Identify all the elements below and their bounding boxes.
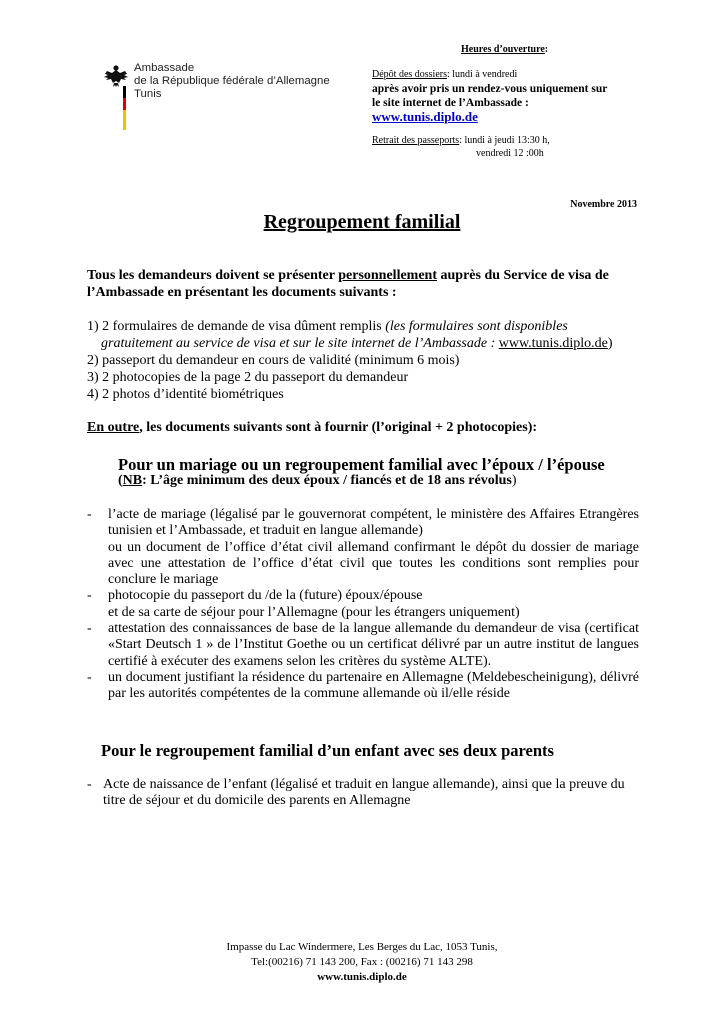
list-dash: -	[87, 507, 92, 522]
depot-label: Dépôt des dossiers	[372, 69, 447, 80]
required-item-1	[87, 318, 647, 335]
flag-gold-stripe	[123, 110, 126, 130]
nb-open-paren: (	[118, 473, 123, 488]
hours-heading-colon: :	[544, 44, 549, 55]
additional-lead-emph: En outre	[87, 420, 140, 435]
flag-black-stripe	[123, 86, 126, 98]
required-item-1-text: 1) 2 formulaires de demande de visa dûment remplis	[87, 319, 386, 334]
section-child-heading: Pour le regroupement familial d’un enfant avec ses deux parents	[101, 741, 554, 760]
embassy-name	[134, 62, 330, 101]
intro-text-b: auprès du Service de visa de	[437, 268, 609, 283]
depot-line	[372, 69, 652, 82]
embassy-name-line3: Tunis	[134, 88, 162, 100]
marriage-item-2-cont: et de sa carte de séjour pour l’Allemagne (pour les étrangers uniquement)	[108, 604, 520, 620]
list-dash: -	[87, 621, 92, 637]
flag-red-stripe	[123, 98, 126, 110]
list-dash: -	[87, 777, 92, 792]
retrait-label: Retrait des passeports	[372, 135, 460, 146]
embassy-name-line1: Ambassade	[134, 62, 195, 74]
hours-heading	[461, 44, 548, 57]
intro-emphasis: personnellement	[338, 268, 437, 283]
embassy-name-line2: de la République fédérale d’Allemagne	[134, 75, 330, 87]
marriage-item-3	[87, 621, 639, 670]
required-item-1-link[interactable]: www.tunis.diplo.de	[498, 336, 608, 351]
required-item-1-cont	[87, 335, 647, 352]
required-docs-list	[87, 318, 647, 403]
hours-block	[372, 69, 652, 160]
required-item-1-paren: )	[607, 336, 613, 351]
section-marriage-note	[118, 473, 517, 489]
hours-heading-text: Heures d’ouverture	[461, 44, 545, 55]
marriage-item-1	[87, 507, 639, 588]
marriage-item-2-text: photocopie du passeport du /de la (future) époux/épouse	[108, 588, 423, 604]
nb-close-paren: )	[511, 473, 517, 488]
footer-address: Impasse du Lac Windermere, Les Berges du Lac, 1053 Tunis,	[226, 941, 498, 953]
list-dash: -	[87, 669, 92, 685]
footer-contact: Tel:(00216) 71 143 200, Fax : (00216) 71 143 298	[251, 956, 473, 968]
marriage-item-4-text: un document justifiant la résidence du partenaire en Allemagne (Meldebescheinigung), délivré par les autorités compétentes de la commune allemande où il/elle réside	[108, 669, 639, 702]
additional-docs-lead	[87, 419, 647, 436]
required-item-1-note: (les formulaires sont disponibles	[385, 319, 568, 334]
nb-label: NB	[122, 473, 143, 488]
section-marriage-heading: Pour un mariage ou un regroupement familial avec l’époux / l’épouse	[118, 455, 605, 474]
intro-line1	[87, 267, 647, 284]
page-title: Regroupement familial	[263, 211, 461, 233]
embassy-logo	[103, 62, 363, 132]
required-item-4: 4) 2 photos d’identité biométriques	[87, 387, 284, 402]
required-item-3: 3) 2 photocopies de la page 2 du passeport du demandeur	[87, 370, 409, 385]
required-item-1-note-cont: gratuitement au service de visa et sur le site internet de l’Ambassade :	[101, 336, 499, 351]
appointment-line1: après avoir pris un rendez-vous uniquement sur	[372, 82, 608, 95]
retrait-line	[372, 135, 652, 148]
marriage-docs-list	[87, 507, 639, 703]
required-item-2: 2) passeport du demandeur en cours de validité (minimum 6 mois)	[87, 353, 460, 368]
retrait-value: : lundi à jeudi 13:30 h,	[459, 135, 550, 146]
depot-value: : lundi à vendredi	[447, 69, 518, 80]
retrait-line2: vendredi 12 :00h	[476, 147, 544, 159]
child-item-1	[87, 777, 639, 810]
intro-paragraph	[87, 267, 647, 301]
appointment-line2: le site internet de l’Ambassade :	[372, 96, 529, 109]
marriage-item-1-alt: ou un document de l’office d’état civil allemand confirmant le dépôt du dossier de mariage avec une attestation de l’office d’état civil que toutes les conditions sont remplies pour conclure le mariage	[108, 539, 639, 588]
marriage-item-2	[87, 588, 639, 621]
additional-lead-text: , les documents suivants sont à fournir (l’original + 2 photocopies):	[139, 420, 538, 435]
marriage-item-4	[87, 670, 639, 703]
child-item-1-text: Acte de naissance de l’enfant (légalisé et traduit en langue allemande), ainsi que la preuve du titre de séjour et du domicile des parents en Allemagne	[103, 777, 625, 809]
intro-line2: l’Ambassade en présentant les documents suivants :	[87, 285, 397, 300]
marriage-item-1-text: l’acte de mariage (légalisé par le gouvernorat compétent, le ministère des Affaires Etrangères tunisien et l’Ambassade, et traduit en langue allemande)	[108, 507, 639, 539]
eagle-icon	[103, 62, 129, 88]
list-dash: -	[87, 588, 92, 604]
footer-website[interactable]: www.tunis.diplo.de	[317, 971, 407, 983]
document-date: Novembre 2013	[570, 199, 637, 210]
footer	[0, 940, 724, 985]
marriage-item-3-text: attestation des connaissances de base de la langue allemande du demandeur de visa (certificat «Start Deutsch 1 » de l’Institut Goethe ou un certificat délivré par un autre institut de langues certifié à exécuter des examens selon les critères du système ALTE).	[108, 621, 639, 669]
website-link[interactable]: www.tunis.diplo.de	[372, 108, 478, 124]
child-docs-list	[87, 777, 639, 810]
intro-text-a: Tous les demandeurs doivent se présenter	[87, 268, 339, 283]
nb-text: : L’âge minimum des deux époux / fiancés et de 18 ans révolus	[142, 473, 512, 488]
